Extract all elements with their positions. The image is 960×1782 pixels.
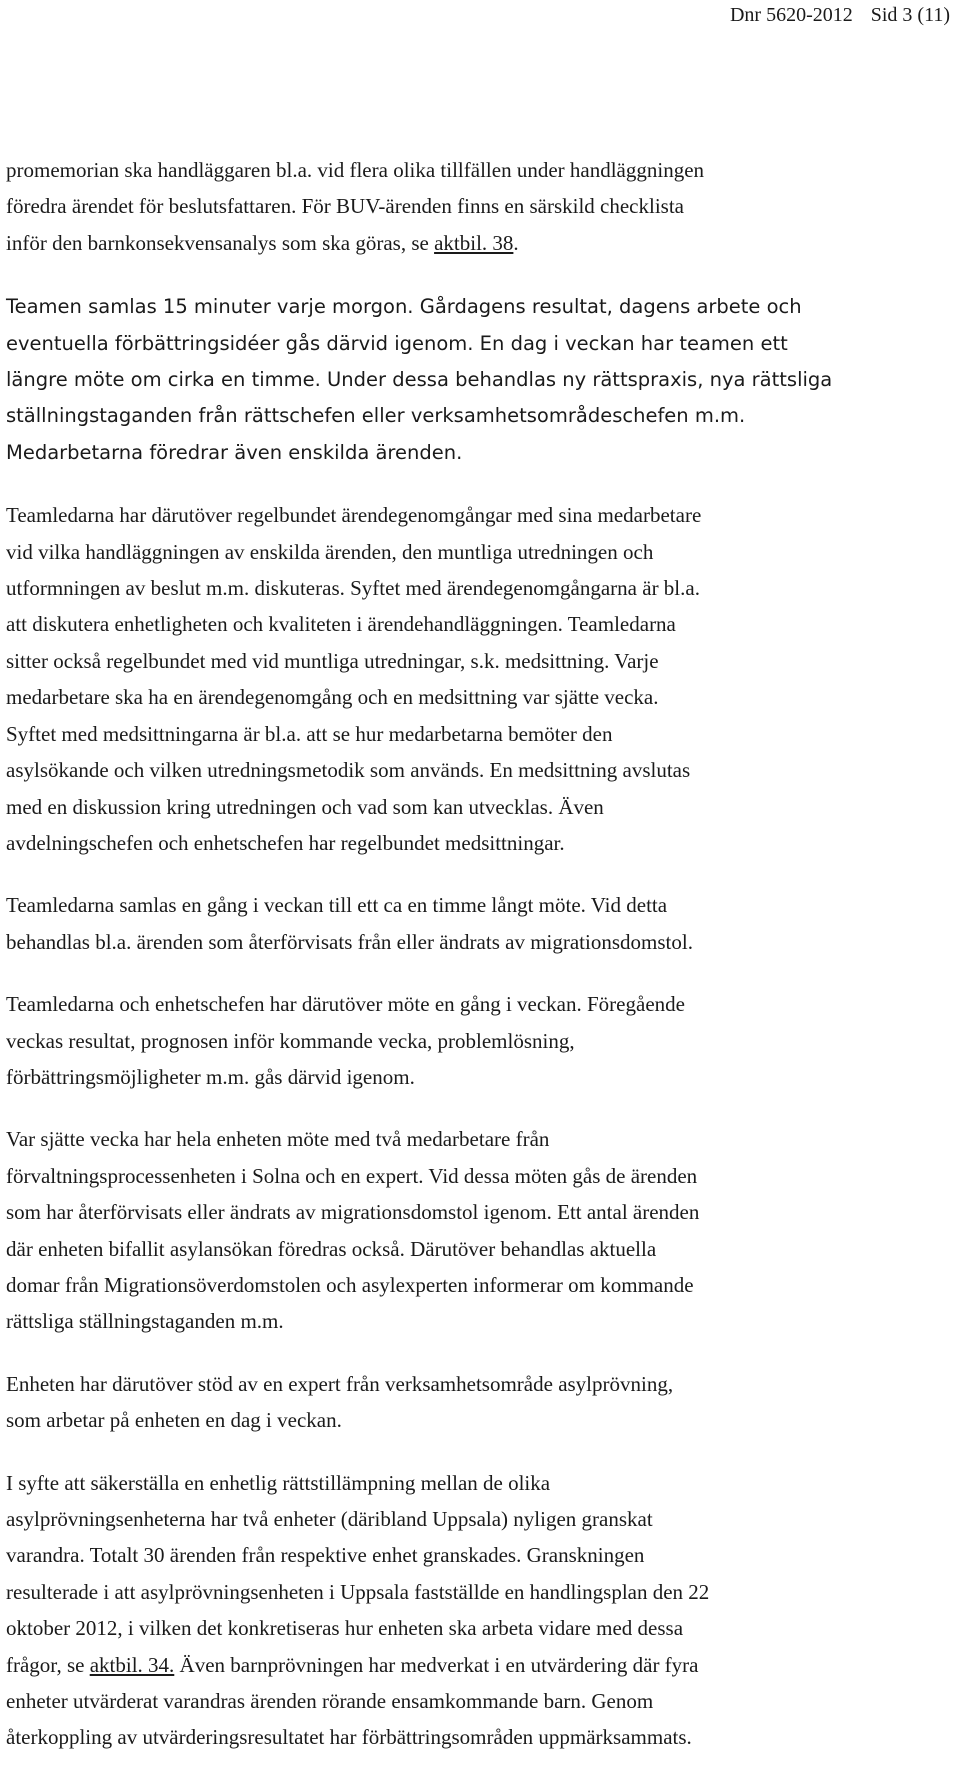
text-line bbox=[6, 225, 946, 261]
document-number: Dnr 5620-2012 bbox=[729, 4, 853, 26]
page-number: Sid 3 (11) bbox=[870, 4, 950, 26]
paragraph-unit-head-meetings bbox=[6, 986, 946, 1095]
paragraph-expert-support bbox=[6, 1366, 946, 1439]
text-line: Medarbetarna föredrar även enskilda ärenden. bbox=[6, 440, 463, 464]
text-line: Syftet med medsittningarna är bl.a. att se hur medarbetarna bemöter den bbox=[6, 721, 613, 746]
text-line: utformningen av beslut m.m. diskuteras. Syftet med ärendegenomgångarna är bl.a. bbox=[6, 576, 700, 601]
text-line: I syfte att säkerställa en enhetlig rättstillämpning mellan de olika bbox=[6, 1470, 551, 1495]
paragraph-weekly-team-leaders bbox=[6, 887, 946, 960]
text-line: avdelningschefen och enhetschefen har regelbundet medsittningar. bbox=[6, 830, 565, 855]
text-line: medarbetare ska ha en ärendegenomgång och en medsittning var sjätte vecka. bbox=[6, 685, 659, 710]
text-line: Teamledarna och enhetschefen har därutöver möte en gång i veckan. Föregående bbox=[6, 992, 685, 1017]
text-line: återkoppling av utvärderingsresultatet har förbättringsområden uppmärksammats. bbox=[6, 1725, 692, 1750]
text-line: rättsliga ställningstaganden m.m. bbox=[6, 1309, 284, 1334]
attachment-link-38[interactable]: aktbil. 38 bbox=[434, 230, 514, 255]
text-line: varandra. Totalt 30 ärenden från respektive enhet granskades. Granskningen bbox=[6, 1543, 645, 1568]
text-line: Var sjätte vecka har hela enheten möte med två medarbetare från bbox=[6, 1127, 550, 1152]
text-line: oktober 2012, i vilken det konkretiseras hur enheten ska arbeta vidare med dessa bbox=[6, 1616, 684, 1641]
text-line: veckas resultat, prognosen inför kommande vecka, problemlösning, bbox=[6, 1028, 575, 1053]
text-line: Enheten har därutöver stöd av en expert från verksamhetsområde asylprövning, bbox=[6, 1371, 674, 1396]
text-line: förbättringsmöjligheter m.m. gås därvid igenom. bbox=[6, 1064, 415, 1089]
text-segment: . bbox=[513, 230, 519, 255]
text-line: Teamledarna samlas en gång i veckan till ett ca en timme långt möte. Vid detta bbox=[6, 893, 668, 918]
text-line: vid vilka handläggningen av enskilda ärenden, den muntliga utredningen och bbox=[6, 539, 654, 564]
paragraph-sixth-week-meetings bbox=[6, 1121, 946, 1339]
text-line: domar från Migrationsöverdomstolen och asylexperten informerar om kommande bbox=[6, 1272, 694, 1297]
text-line: med en diskussion kring utredningen och vad som kan utvecklas. Även bbox=[6, 794, 604, 819]
attachment-link-34[interactable]: aktbil. 34. bbox=[89, 1652, 175, 1677]
paragraph-consistency-review bbox=[6, 1465, 946, 1756]
text-line: asylsökande och vilken utredningsmetodik som används. En medsittning avslutas bbox=[6, 758, 691, 783]
text-line: Teamen samlas 15 minuter varje morgon. Gårdagens resultat, dagens arbete och bbox=[6, 295, 802, 319]
page-header bbox=[730, 0, 950, 30]
text-segment: inför den barnkonsekvensanalys som ska göras, se bbox=[6, 230, 435, 255]
text-line: föredra ärendet för beslutsfattaren. För BUV-ärenden finns en särskild checklista bbox=[6, 194, 684, 219]
text-line: promemorian ska handläggaren bl.a. vid flera olika tillfällen under handläggningen bbox=[6, 158, 705, 182]
text-line: att diskutera enhetligheten och kvaliteten i ärendehandläggningen. Teamledarna bbox=[6, 612, 676, 637]
text-line: eventuella förbättringsidéer gås därvid igenom. En dag i veckan har teamen ett bbox=[6, 331, 788, 355]
paragraph-team-meetings bbox=[6, 289, 946, 471]
text-line: där enheten bifallit asylansökan föredras också. Därutöver behandlas aktuella bbox=[6, 1236, 657, 1261]
text-line: asylprövningsenheterna har två enheter (däribland Uppsala) nyligen granskat bbox=[6, 1507, 653, 1531]
text-segment: Även barnprövningen har medverkat i en utvärdering där fyra bbox=[174, 1652, 699, 1677]
document-body bbox=[6, 152, 946, 1782]
text-line: ställningstaganden från rättschefen eller verksamhetsområdeschefen m.m. bbox=[6, 404, 746, 428]
text-line: behandlas bl.a. ärenden som återförvisats från eller ändrats av migrationsdomstol. bbox=[6, 929, 693, 954]
text-line: längre möte om cirka en timme. Under dessa behandlas ny rättspraxis, nya rättsliga bbox=[6, 368, 833, 392]
text-line: enheter utvärderat varandras ärenden rörande ensamkommande barn. Genom bbox=[6, 1689, 654, 1714]
text-segment: frågor, se bbox=[6, 1652, 90, 1677]
text-line: förvaltningsprocessenheten i Solna och en expert. Vid dessa möten gås de ärenden bbox=[6, 1163, 698, 1188]
text-line: som arbetar på enheten en dag i veckan. bbox=[6, 1408, 342, 1433]
text-line: resulterade i att asylprövningsenheten i Uppsala fastställde en handlingsplan den 22 bbox=[6, 1579, 710, 1604]
text-line: som har återförvisats eller ändrats av migrationsdomstol igenom. Ett antal ärenden bbox=[6, 1200, 700, 1225]
paragraph-case-reviews bbox=[6, 497, 946, 861]
paragraph-checklist bbox=[6, 152, 946, 261]
text-line bbox=[6, 1647, 946, 1683]
text-line: Teamledarna har därutöver regelbundet ärendegenomgångar med sina medarbetare bbox=[6, 503, 702, 528]
text-line: sitter också regelbundet med vid muntliga utredningar, s.k. medsittning. Varje bbox=[6, 648, 659, 673]
